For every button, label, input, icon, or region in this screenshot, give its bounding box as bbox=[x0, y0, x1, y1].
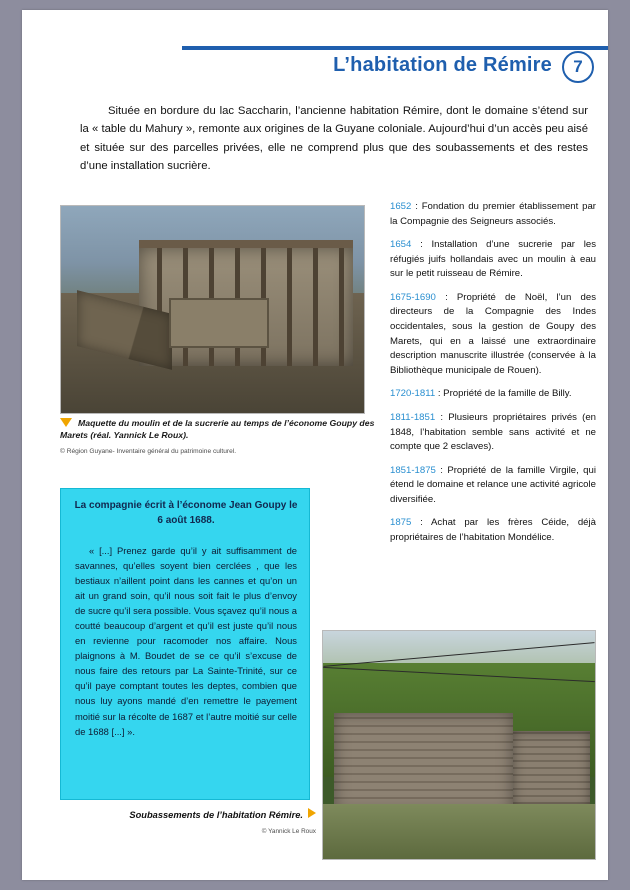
photo-ground bbox=[323, 804, 595, 859]
page-header bbox=[22, 46, 608, 94]
list-item bbox=[390, 516, 596, 545]
timeline-text: : Fondation du premier établissement par la Compagnie des Seigneurs associés. bbox=[390, 201, 596, 227]
maquette-caption: Maquette du moulin et de la sucrerie au temps de l’économe Goupy des Marets (réal. Yannick Le Roux). bbox=[60, 418, 375, 440]
list-item bbox=[390, 411, 596, 455]
timeline-year: 1654 bbox=[390, 239, 412, 251]
list-item bbox=[390, 387, 596, 402]
maquette-photo bbox=[60, 205, 365, 414]
timeline-year: 1875 bbox=[390, 517, 412, 529]
list-item bbox=[390, 291, 596, 378]
quote-title: La compagnie écrit à l’économe Jean Goupy le 6 août 1688. bbox=[74, 500, 298, 526]
ruins-photo bbox=[322, 630, 596, 860]
timeline-list bbox=[390, 200, 596, 555]
list-item bbox=[390, 238, 596, 282]
timeline-text: : Propriété de Noël, l’un des directeurs de la Compagnie des Indes occidentales, sous la gestion de Goupy des Marets, qui en a laissé une extraordinaire description manuscrite illustrée (conservée à la Bibliothèque municipale de Rouen). bbox=[390, 291, 596, 376]
timeline-text: : Achat par les frères Céide, déjà propriétaires de l’habitation Mondélice. bbox=[390, 517, 596, 543]
timeline-text: : Propriété de la famille Virgile, qui étend le domaine et relance une activité agricole diversifiée. bbox=[390, 464, 596, 505]
header-rule bbox=[182, 46, 608, 50]
maquette-credit: © Région Guyane- Inventaire général du patrimoine culturel. bbox=[60, 448, 237, 455]
timeline-text: : Plusieurs propriétaires privés (en 1848, l’habitation semble sans activité et ne compte que 2 esclaves). bbox=[390, 411, 596, 453]
quote-body: « [...] Prenez garde qu’il y ait suffisamment de savannes, qu’elles soyent bien cerclées , que les bestiaux n’aillent point dans les cannes et qu’on un ait un grand soin, qu’il nous soit fait le plus d’envoy de sucre qu’il sera possible. Vous sçavez qu’il nous a coutté beaucoup d’argent et qu’il est juste qu’il nous en revienne pour racomoder nos affaire. Nous plaignons à M. Boudet de se ce qu’il s’excuse de nous faire des retours par La Sainte-Trinité, sur ce qu’il paye comptant toutes les deptes, combien que nous luy ayons mandé d’en remettre le payement moitié sur la récolte de 1687 et l’autre moitié sur celle de 1688 [...] ». bbox=[75, 545, 297, 737]
intro-paragraph: Située en bordure du lac Saccharin, l’ancienne habitation Rémire, dont le domaine s’étend sur la « table du Mahury », remonte aux origines de la Guyane coloniale. Aujourd’hui d’un accès peu aisé et située sur des parcelles privées, elle ne comprend plus que des soubassements et des restes d’une installation sucrière. bbox=[80, 105, 588, 172]
ruins-credit: © Yannick Le Roux bbox=[261, 828, 316, 835]
chapter-number-badge: 7 bbox=[562, 51, 594, 83]
timeline-text: : Installation d’une sucrerie par les réfugiés juifs hollandais avec un moulin à eau sur le petit ruisseau de Rémire. bbox=[390, 239, 596, 280]
list-item bbox=[390, 464, 596, 508]
timeline-year: 1811-1851 bbox=[390, 411, 436, 423]
timeline-year: 1851-1875 bbox=[390, 464, 436, 476]
ruins-caption-text: Soubassements de l’habitation Rémire. bbox=[129, 810, 303, 820]
timeline-year: 1720-1811 bbox=[390, 388, 436, 400]
photo-stone-wall-secondary bbox=[513, 731, 589, 809]
page-title: L’habitation de Rémire bbox=[333, 54, 552, 76]
timeline-year: 1675-1690 bbox=[390, 291, 436, 303]
page-sheet bbox=[22, 10, 608, 880]
timeline-year: 1652 bbox=[390, 201, 412, 212]
list-item bbox=[390, 200, 596, 229]
triangle-up-icon bbox=[60, 418, 72, 427]
timeline-text: : Propriété de la famille de Billy. bbox=[435, 388, 572, 400]
quote-box bbox=[60, 488, 310, 800]
triangle-right-icon bbox=[308, 808, 316, 818]
photo-water-mill bbox=[169, 298, 269, 348]
ruins-caption bbox=[106, 808, 316, 820]
photo-stone-wall bbox=[334, 713, 514, 813]
